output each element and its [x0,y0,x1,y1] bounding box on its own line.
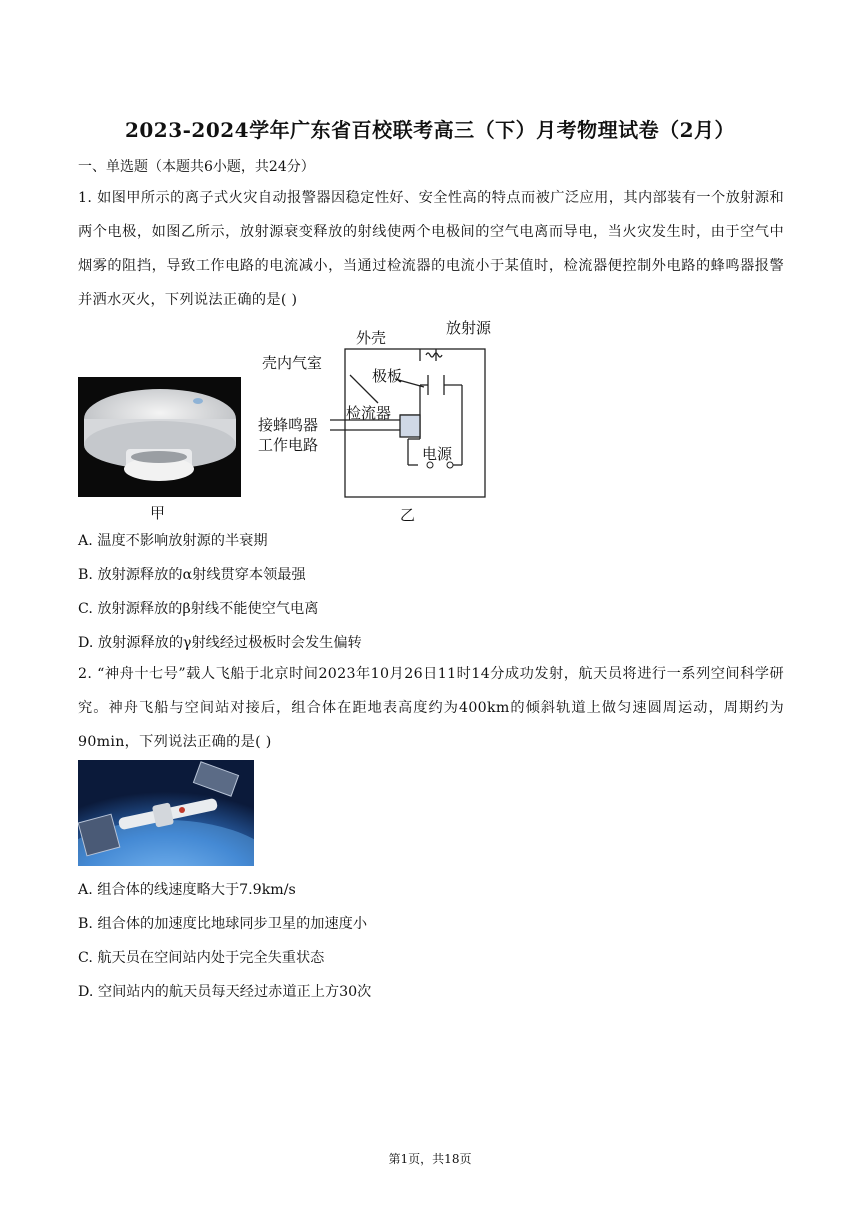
q1-option-b: B. 放射源释放的α射线贯穿本领最强 [78,567,306,583]
label-plate: 极板 [372,367,403,385]
q1-option-c: C. 放射源释放的β射线不能使空气电离 [78,601,319,617]
question-2-stem: 2. “神舟十七号”载人飞船于北京时间2023年10月26日11时14分成功发射，航天员将进行一系列空间科学研究。神舟飞船与空间站对接后，组合体在距地表高度约为400km的倾斜轨道上做匀速圆周运动，周期约为90min，下列说法正确的是( ) [78,666,784,750]
q2-option-c: C. 航天员在空间站内处于完全失重状态 [78,950,325,966]
label-detector: 检流器 [346,404,392,422]
label-source: 放射源 [446,319,492,337]
space-station-photo [78,760,254,866]
label-chamber: 壳内气室 [262,354,323,372]
circuit-diagram [250,315,500,525]
label-shell: 外壳 [356,329,387,347]
page-footer: 第1页，共18页 [388,1152,472,1166]
q2-option-a: A. 组合体的线速度略大于7.9km/s [78,882,296,898]
figure-b-caption: 乙 [400,506,416,524]
q2-option-b: B. 组合体的加速度比地球同步卫星的加速度小 [78,916,368,932]
label-connect-2: 工作电路 [258,436,319,454]
question-1-stem: 1. 如图甲所示的离子式火灾自动报警器因稳定性好、安全性高的特点而被广泛应用，其内部装有一个放射源和两个电极，如图乙所示，放射源衰变释放的射线使两个电极间的空气电离而导电，当火灾发生时，由于空气中烟雾的阻挡，导致工作电路的电流减小，当通过检流器的电流小于某值时，检流器便控制外电路的蜂鸣器报警并洒水灭火，下列说法正确的是( ) [78,190,784,308]
page-title: 2023-2024学年广东省百校联考高三（下）月考物理试卷（2月） [124,118,736,142]
figure-a-caption: 甲 [150,504,166,522]
q2-option-d: D. 空间站内的航天员每天经过赤道正上方30次 [78,984,372,1000]
q1-option-d: D. 放射源释放的γ射线经过极板时会发生偏转 [78,635,362,651]
section-heading: 一、单选题（本题共6小题，共24分） [78,159,315,175]
label-connect-1: 接蜂鸣器 [258,416,319,434]
smoke-detector-photo [78,377,241,497]
label-power: 电源 [422,445,453,463]
q1-option-a: A. 温度不影响放射源的半衰期 [78,533,268,549]
